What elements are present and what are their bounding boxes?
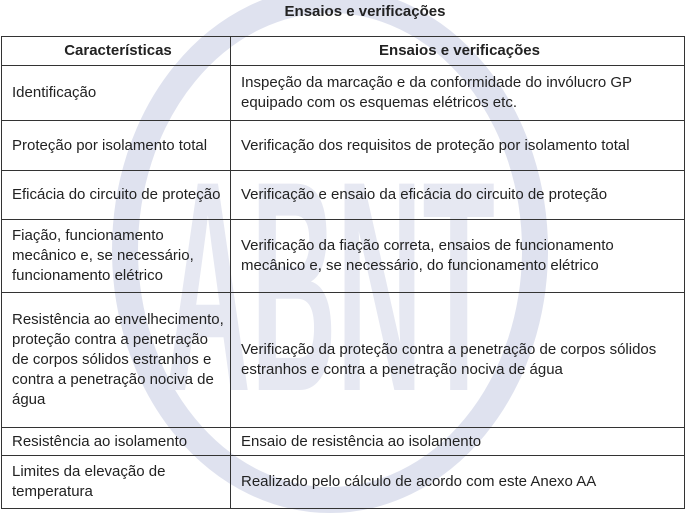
table-row bbox=[2, 171, 685, 220]
characteristic-cell: Proteção por isolamento total bbox=[2, 121, 231, 171]
test-cell: Verificação da fiação correta, ensaios de funcionamento mecânico e, se necessário, do funcionamento elétrico bbox=[231, 220, 685, 293]
table-title: Ensaios e verificações bbox=[284, 3, 446, 20]
table-row bbox=[2, 428, 685, 456]
header-characteristics: Características bbox=[2, 37, 231, 66]
svg-text:ABNT: ABNT bbox=[165, 118, 495, 454]
characteristic-cell: Identificação bbox=[2, 66, 231, 121]
test-cell: Realizado pelo cálculo de acordo com este Anexo AA bbox=[231, 456, 685, 509]
header-tests: Ensaios e verificações bbox=[231, 37, 685, 66]
table-row bbox=[2, 220, 685, 293]
table-row bbox=[2, 121, 685, 171]
test-cell: Verificação dos requisitos de proteção por isolamento total bbox=[231, 121, 685, 171]
characteristic-cell: Limites da elevação de temperatura bbox=[2, 456, 231, 509]
table-row bbox=[2, 456, 685, 509]
table-row bbox=[2, 66, 685, 121]
characteristic-cell: Fiação, funcionamento mecânico e, se necessário, funcionamento elétrico bbox=[2, 220, 231, 293]
test-cell: Inspeção da marcação e da conformidade do invólucro GP equipado com os esquemas elétricos etc. bbox=[231, 66, 685, 121]
tests-table bbox=[1, 36, 685, 509]
characteristic-cell: Resistência ao isolamento bbox=[2, 428, 231, 456]
characteristic-cell: Eficácia do circuito de proteção bbox=[2, 171, 231, 220]
table-row bbox=[2, 293, 685, 428]
table-header-row bbox=[2, 37, 685, 66]
test-cell: Ensaio de resistência ao isolamento bbox=[231, 428, 685, 456]
test-cell: Verificação da proteção contra a penetração de corpos sólidos estranhos e contra a penetração nociva de água bbox=[231, 293, 685, 428]
characteristic-cell: Resistência ao envelhecimento, proteção contra a penetração de corpos sólidos estranhos e contra a penetração nociva de água bbox=[2, 293, 231, 428]
test-cell: Verificação e ensaio da eficácia do circuito de proteção bbox=[231, 171, 685, 220]
